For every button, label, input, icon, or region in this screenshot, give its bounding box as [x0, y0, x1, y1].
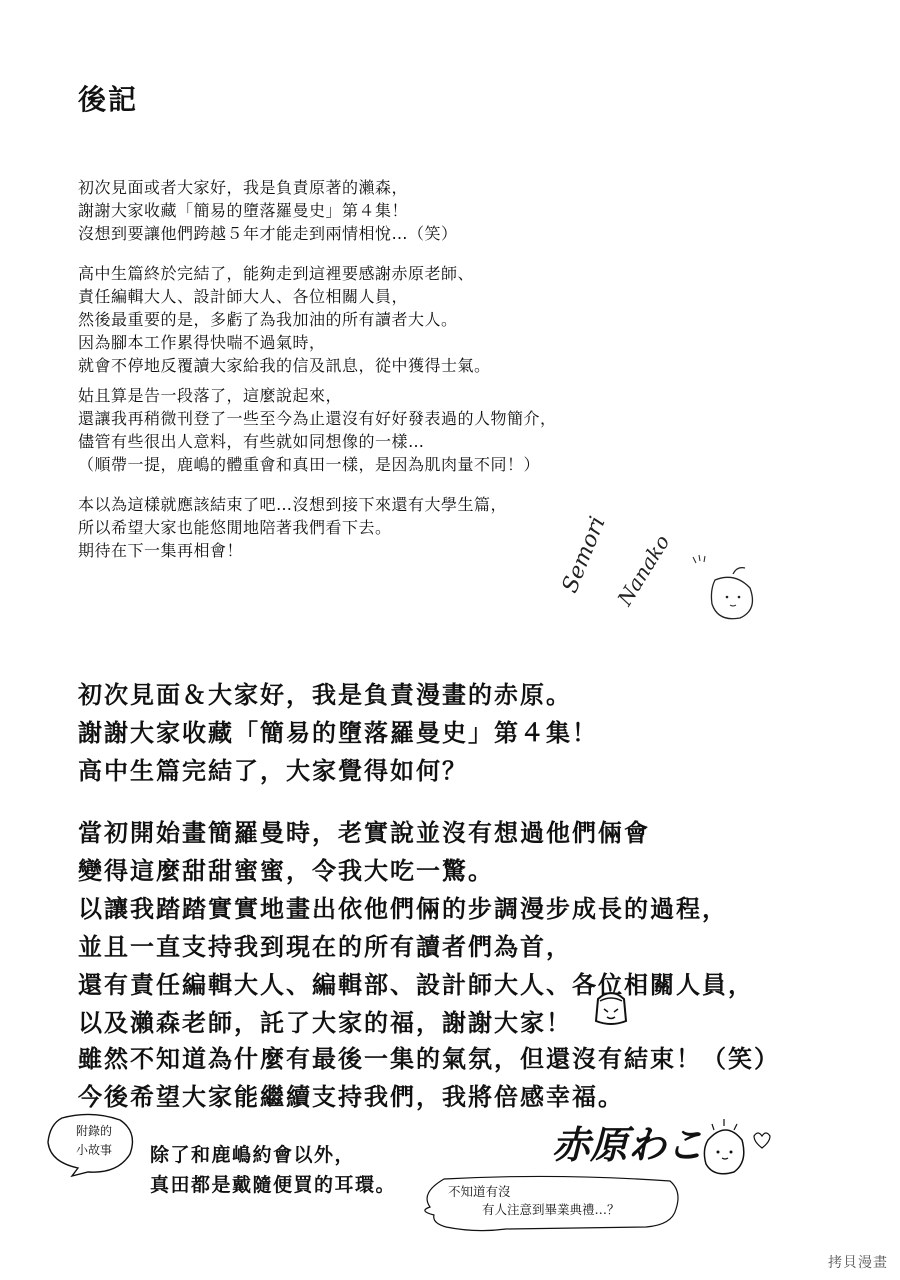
text-line: 儘管有些很出人意料，有些就如同想像的一樣…: [78, 432, 425, 451]
bubble-line: 不知道有沒: [448, 1184, 511, 1199]
author-signature-line1: Semori: [557, 513, 611, 597]
text-line: 雖然不知道為什麼有最後一集的氣氛，但還沒有結束！（笑）: [78, 1044, 780, 1073]
text-line: 變得這麼甜甜蜜蜜，令我大吃一驚。: [78, 856, 494, 885]
text-line: 高中生篇完結了，大家覺得如何？: [78, 756, 468, 785]
author-paragraph-1: [78, 176, 458, 245]
text-line: 並且一直支持我到現在的所有讀者們為首，: [78, 932, 572, 961]
text-line: 還讓我再稍微刊登了一些至今為止還沒有好好發表過的人物簡介，: [78, 409, 557, 428]
text-line: 因為腳本工作累得快喘不過氣時，: [78, 333, 326, 352]
author-paragraph-3: [78, 384, 557, 476]
author-paragraph-2: [78, 262, 491, 377]
text-line: 謝謝大家收藏「簡易的墮落羅曼史」第４集！: [78, 718, 598, 747]
text-line: 本以為這樣就應該結束了吧…沒想到接下來還有大學生篇，: [78, 495, 508, 514]
artist-paragraph-1: [78, 676, 598, 790]
chibi-face-icon: [590, 985, 632, 1027]
watermark: 拷貝漫畫: [828, 1255, 888, 1271]
author-paragraph-4: [78, 493, 507, 562]
artist-signature-text: 赤原わこ: [552, 1122, 705, 1167]
onigiri-face-icon: [693, 555, 752, 619]
text-line: 責任編輯大人、設計師大人、各位相關人員，: [78, 287, 409, 306]
bubble-line: 附錄的: [75, 1124, 112, 1138]
text-line: 初次見面＆大家好，我是負責漫畫的赤原。: [78, 680, 572, 709]
artist-paragraph-2: [78, 814, 754, 1042]
text-line: 謝謝大家收藏「簡易的墮落羅曼史」第４集！: [78, 201, 409, 220]
text-line: 還有責任編輯大人、編輯部、設計師大人、各位相關人員，: [78, 970, 754, 999]
author-signature-line2: Nanako: [612, 530, 675, 610]
text-line: 真田都是戴隨便買的耳環。: [150, 1174, 397, 1196]
author-signature: [557, 513, 785, 625]
text-line: 初次見面或者大家好，我是負責原著的瀨森，: [78, 178, 409, 197]
text-line: 姑且算是告一段落了，這麼說起來，: [78, 386, 343, 405]
bubble-line: 小故事: [75, 1143, 112, 1157]
page-title: 後記: [78, 83, 139, 116]
text-line: 沒想到要讓他們跨越５年才能走到兩情相悅…（笑）: [78, 224, 458, 243]
text-line: 就會不停地反覆讀大家給我的信及訊息，從中獲得士氣。: [78, 356, 491, 375]
text-line: 今後希望大家能繼續支持我們，我將倍感幸福。: [78, 1082, 624, 1111]
artist-signature: [548, 1100, 778, 1190]
extra-story-label: [58, 1122, 130, 1160]
text-line: 所以希望大家也能悠閒地陪著我們看下去。: [78, 518, 392, 537]
bubble-line: 有人注意到畢業典禮…？: [482, 1202, 620, 1217]
text-line: 當初開始畫簡羅曼時，老實說並沒有想過他們倆會: [78, 818, 650, 847]
text-line: （順帶一提，鹿嶋的體重會和真田一樣，是因為肌肉量不同！）: [78, 455, 541, 474]
text-line: 以及瀨森老師，託了大家的福，謝謝大家！: [78, 1008, 572, 1037]
text-line: 除了和鹿嶋約會以外，: [150, 1144, 356, 1166]
text-line: 然後最重要的是，多虧了為我加油的所有讀者大人。: [78, 310, 458, 329]
blob-face-icon: [704, 1119, 770, 1174]
text-line: 期待在下一集再相會！: [78, 541, 244, 560]
text-line: 高中生篇終於完結了，能夠走到這裡要感謝赤原老師、: [78, 264, 475, 283]
text-line: 以讓我踏踏實實地畫出依他們倆的步調漫步成長的過程，: [78, 894, 728, 923]
extra-story-text: [150, 1140, 396, 1200]
